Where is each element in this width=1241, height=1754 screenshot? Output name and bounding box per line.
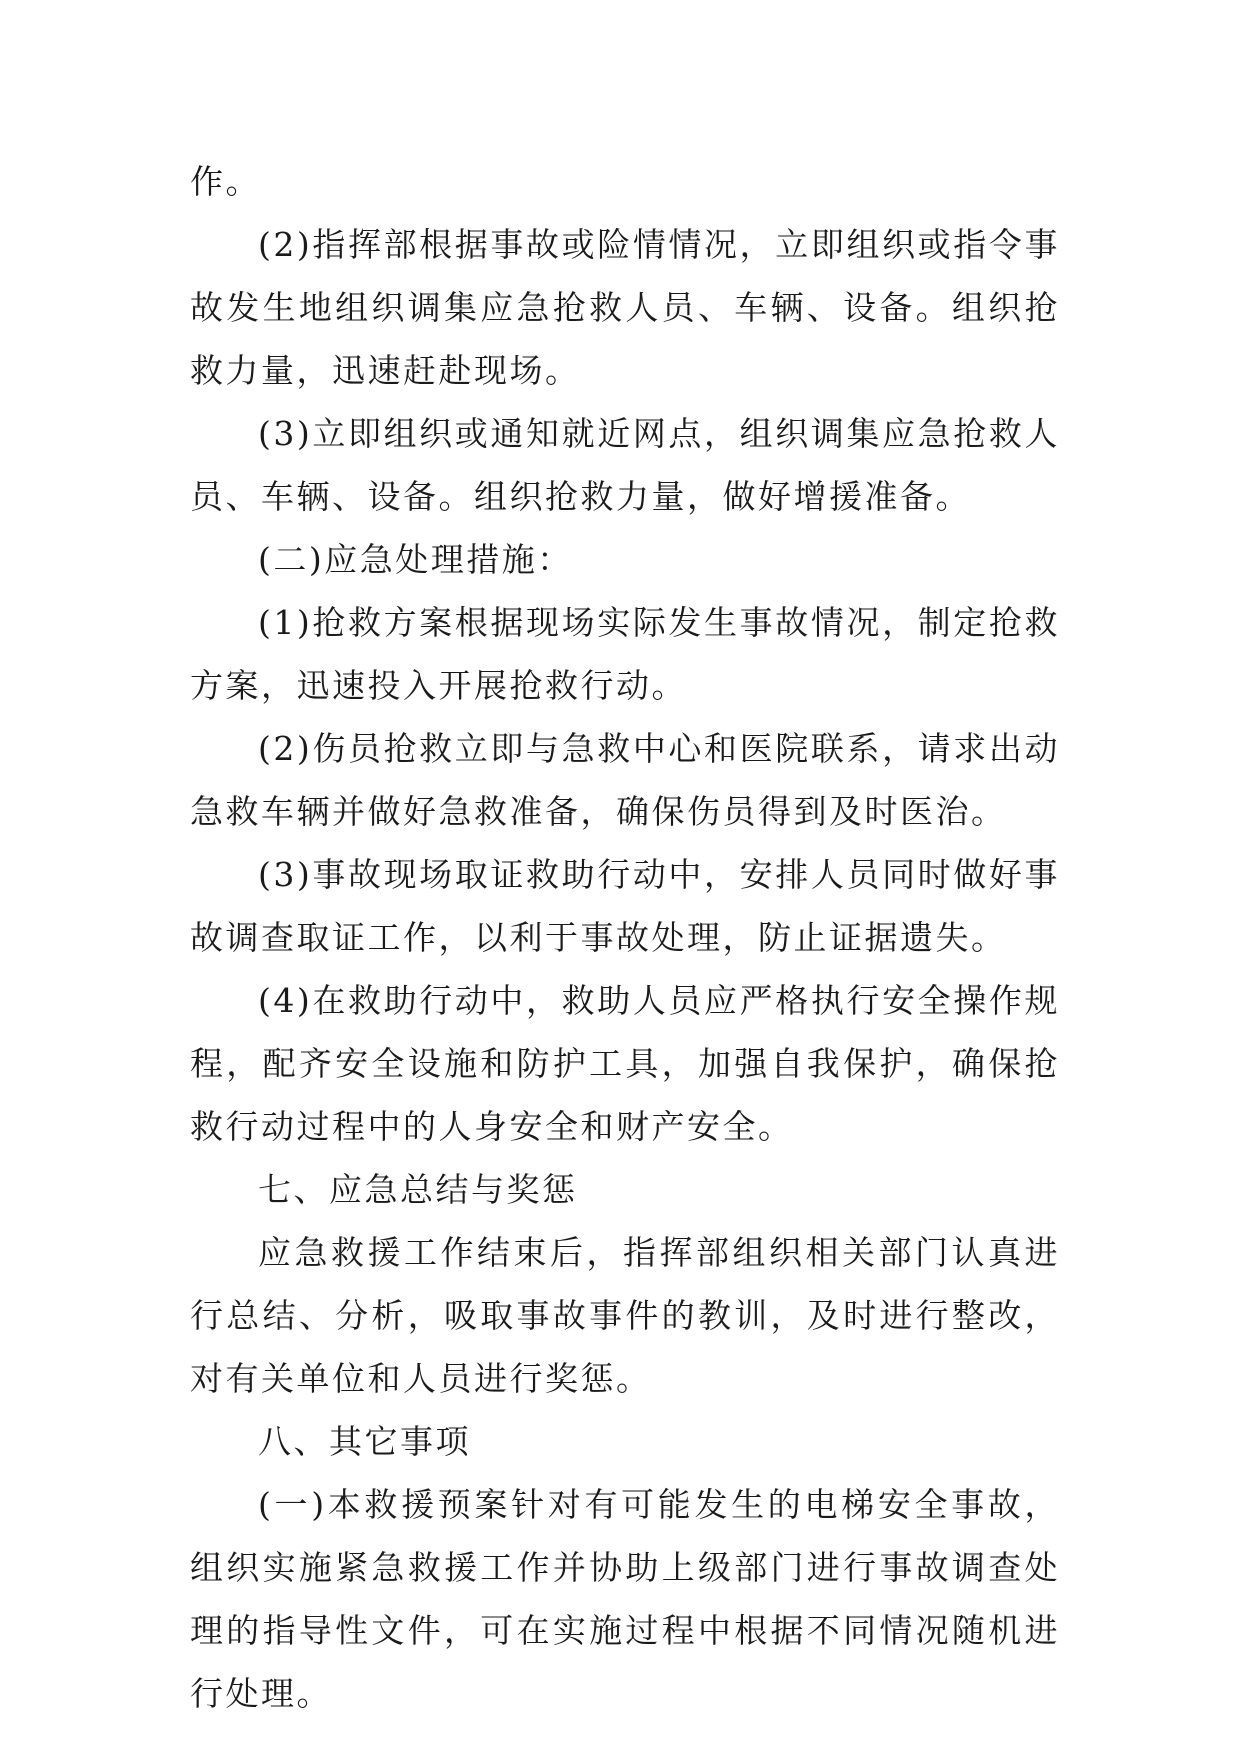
paragraph-other-matters-1: (一)本救援预案针对有可能发生的电梯安全事故，组织实施紧急救援工作并协助上级部门进行事故调查处理的指导性文件，可在实施过程中根据不同情况随机进行处理。: [190, 1485, 1060, 1713]
paragraph-item-2-command: (2)指挥部根据事故或险情情况，立即组织或指令事故发生地组织调集应急抢救人员、车辆、设备。组织抢救力量，迅速赶赴现场。: [190, 225, 1060, 390]
section-heading-summary: 七、应急总结与奖惩: [258, 1170, 578, 1209]
paragraph-item-2-casualty-rescue: (2)伤员抢救立即与急救中心和医院联系，请求出动急救车辆并做好急救准备，确保伤员得到及时医治。: [190, 729, 1060, 831]
paragraph-item-3-evidence: (3)事故现场取证救助行动中，安排人员同时做好事故调查取证工作，以利于事故处理，防止证据遗失。: [190, 855, 1060, 957]
section-heading-emergency-measures: (二)应急处理措施：: [258, 540, 573, 579]
section-heading-other-matters: 八、其它事项: [258, 1422, 471, 1461]
paragraph-continuation: 作。: [190, 162, 261, 201]
paragraph-item-4-safety: (4)在救助行动中，救助人员应严格执行安全操作规程，配齐安全设施和防护工具，加强自我保护，确保抢救行动过程中的人身安全和财产安全。: [190, 981, 1060, 1146]
paragraph-item-1-rescue-plan: (1)抢救方案根据现场实际发生事故情况，制定抢救方案，迅速投入开展抢救行动。: [190, 603, 1060, 705]
paragraph-item-3-reinforcement: (3)立即组织或通知就近网点，组织调集应急抢救人员、车辆、设备。组织抢救力量，做好增援准备。: [190, 414, 1060, 516]
document-body: [190, 150, 1060, 1725]
paragraph-summary: 应急救援工作结束后，指挥部组织相关部门认真进行总结、分析，吸取事故事件的教训，及时进行整改，对有关单位和人员进行奖惩。: [190, 1233, 1060, 1398]
